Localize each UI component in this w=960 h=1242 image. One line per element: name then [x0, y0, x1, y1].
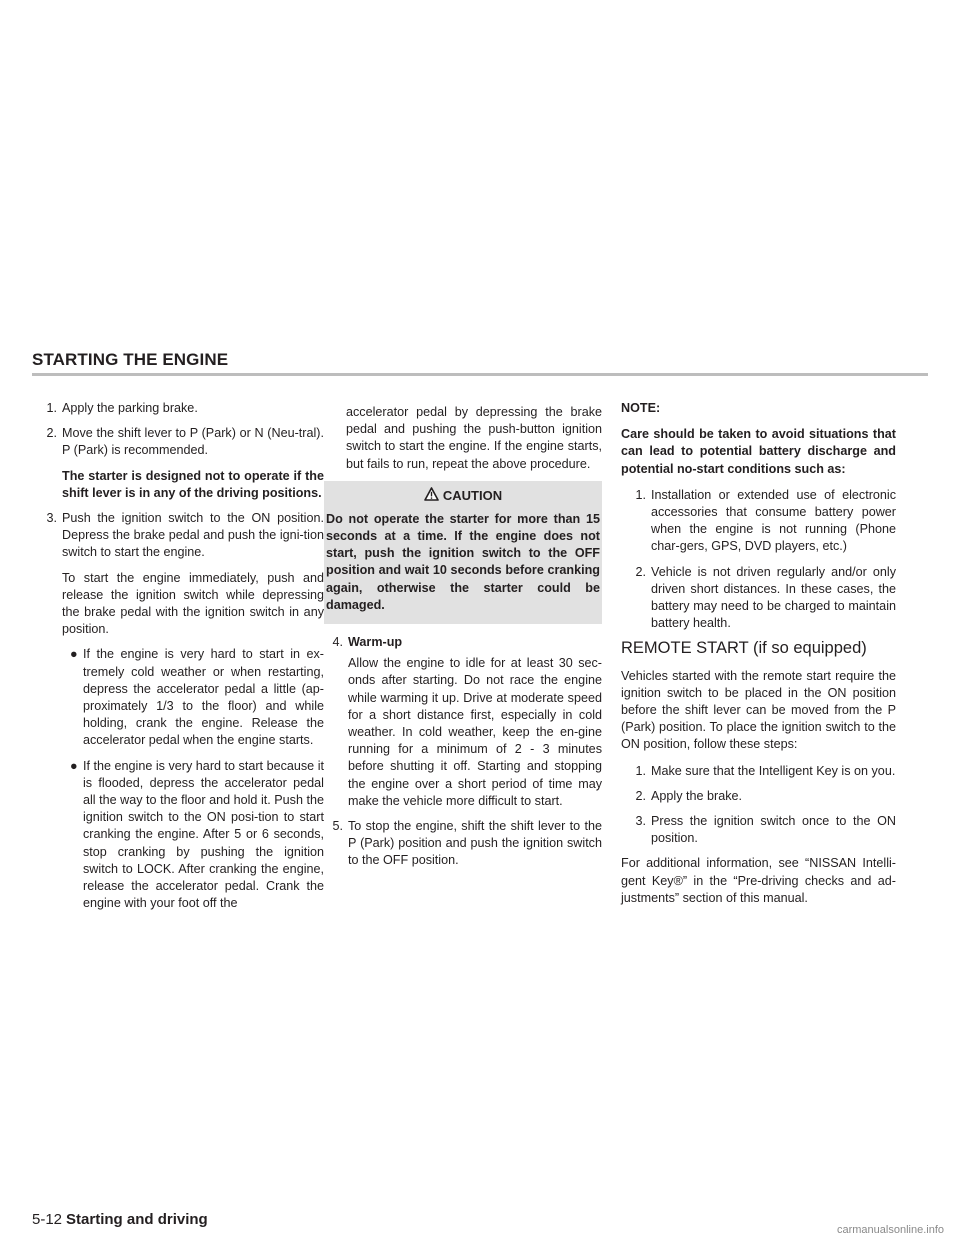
step-text: Move the shift lever to P (Park) or N (Neu-tral). P (Park) is recommended. — [62, 426, 324, 458]
step-heading: Warm-up — [348, 635, 403, 650]
paragraph: Allow the engine to idle for at least 30 sec-onds after starting. Do not race the engine while warming it up. Drive at moderate speed for a short distance first, especially in cold weather. In cold weather, keep the en-gine running for a minimum of 2 - 3 minutes before shutting it off. Starting and stopping the engine over a short period of time may make the vehicle more difficult to start. — [348, 656, 602, 808]
warning-triangle-icon — [424, 487, 439, 505]
page-footer — [32, 1211, 208, 1228]
step-number: 4. — [332, 635, 343, 650]
list-item — [32, 400, 324, 417]
paragraph: Vehicles started with the remote start require the ignition switch to be placed in the ON position before the shift lever can be moved from the P (Park) position. To place the ignition switch to the ON position, follow these steps: — [621, 668, 896, 752]
caution-text: Do not operate the starter for more than 15 seconds at a time. If the engine does not start, push the ignition switch to the OFF position and wait 10 seconds before cranking again, otherwise the starter could be damaged. — [326, 511, 600, 612]
title-divider — [32, 373, 928, 376]
list-item — [621, 813, 896, 847]
step-text: Apply the parking brake. — [62, 401, 198, 415]
step-number: 3. — [46, 511, 57, 526]
list-item — [621, 564, 896, 633]
step-number: 1. — [635, 763, 646, 778]
page-number: 5-12 — [32, 1211, 63, 1228]
column-2 — [326, 404, 602, 878]
bullet-icon: ● — [70, 758, 78, 773]
step-number: 1. — [46, 401, 57, 415]
bullet-icon: ● — [70, 647, 78, 662]
list-item — [32, 510, 324, 562]
column-3 — [621, 400, 896, 916]
step-number: 3. — [635, 814, 646, 829]
step-text: Apply the brake. — [651, 788, 743, 803]
caution-box — [324, 481, 602, 624]
caution-title: CAUTION — [442, 488, 503, 504]
list-item — [326, 818, 602, 870]
caution-header — [326, 481, 600, 505]
step-text: Make sure that the Intelligent Key is on you. — [651, 763, 896, 778]
bullet-text: If the engine is very hard to start in ex-tremely cold weather or when restarting, depress the accelerator pedal a little (ap-proximately 1/3 to the floor) and while holding, crank the engine. Release the accelerator pedal when the engine starts. — [83, 647, 324, 748]
step-text: Vehicle is not driven regularly and/or only driven short distances. In these cases, the battery may need to be charged to maintain battery health. — [651, 564, 896, 631]
list-item — [32, 425, 324, 459]
step-number: 2. — [46, 426, 57, 441]
bullet-item — [32, 758, 324, 913]
note-title: NOTE: — [621, 401, 661, 415]
list-item — [621, 763, 896, 780]
step-number: 2. — [635, 788, 646, 803]
column-1 — [32, 400, 324, 920]
list-item — [326, 634, 602, 651]
paragraph: For additional information, see “NISSAN Intelli-gent Key®” in the “Pre-driving checks and ad-justments” section of this manual. — [621, 856, 896, 905]
remote-start-heading: REMOTE START (if so equipped) — [621, 639, 867, 658]
step-number: 1. — [635, 487, 646, 502]
step-text: Push the ignition switch to the ON position. Depress the brake pedal and push the igni-tion switch to start the engine. — [62, 511, 324, 560]
step-number: 2. — [635, 564, 646, 579]
list-item — [621, 788, 896, 805]
note-text: Care should be taken to avoid situations that can lead to potential battery discharge and potential no-start conditions such as: — [621, 427, 896, 476]
step-text: To stop the engine, shift the shift lever to the P (Park) position and push the ignition switch to the OFF position. — [348, 819, 602, 868]
step-number: 5. — [332, 819, 343, 834]
bullet-text: If the engine is very hard to start because it is flooded, depress the accelerator pedal all the way to the floor and hold it. Push the ignition switch to the ON posi-tion to start cranking the engine. After 5 or 6 seconds, stop cranking by pushing the ignition switch to LOCK. After cranking the engine, release the accelerator pedal. Crank the engine with your foot off the — [83, 758, 324, 911]
footer-section-title: Starting and driving — [66, 1211, 208, 1228]
watermark: carmanualsonline.info — [836, 1224, 944, 1236]
starter-warning-text: The starter is designed not to operate if the shift lever is in any of the driving positions. — [62, 468, 324, 500]
paragraph: accelerator pedal by depressing the brake pedal and pushing the push-button ignition switch to start the engine. If the engine starts, but fails to run, repeat the above procedure. — [346, 405, 602, 471]
page-title: STARTING THE ENGINE — [32, 350, 229, 369]
step-text: Installation or extended use of electronic accessories that consume battery power when the engine is not running (Phone char-gers, GPS, DVD players, etc.) — [651, 487, 896, 554]
list-item — [621, 487, 896, 556]
bullet-item — [32, 646, 324, 749]
paragraph: To start the engine immediately, push and release the ignition switch while depressing the brake pedal with the ignition switch in any position. — [62, 570, 324, 637]
step-text: Press the ignition switch once to the ON position. — [651, 814, 896, 846]
